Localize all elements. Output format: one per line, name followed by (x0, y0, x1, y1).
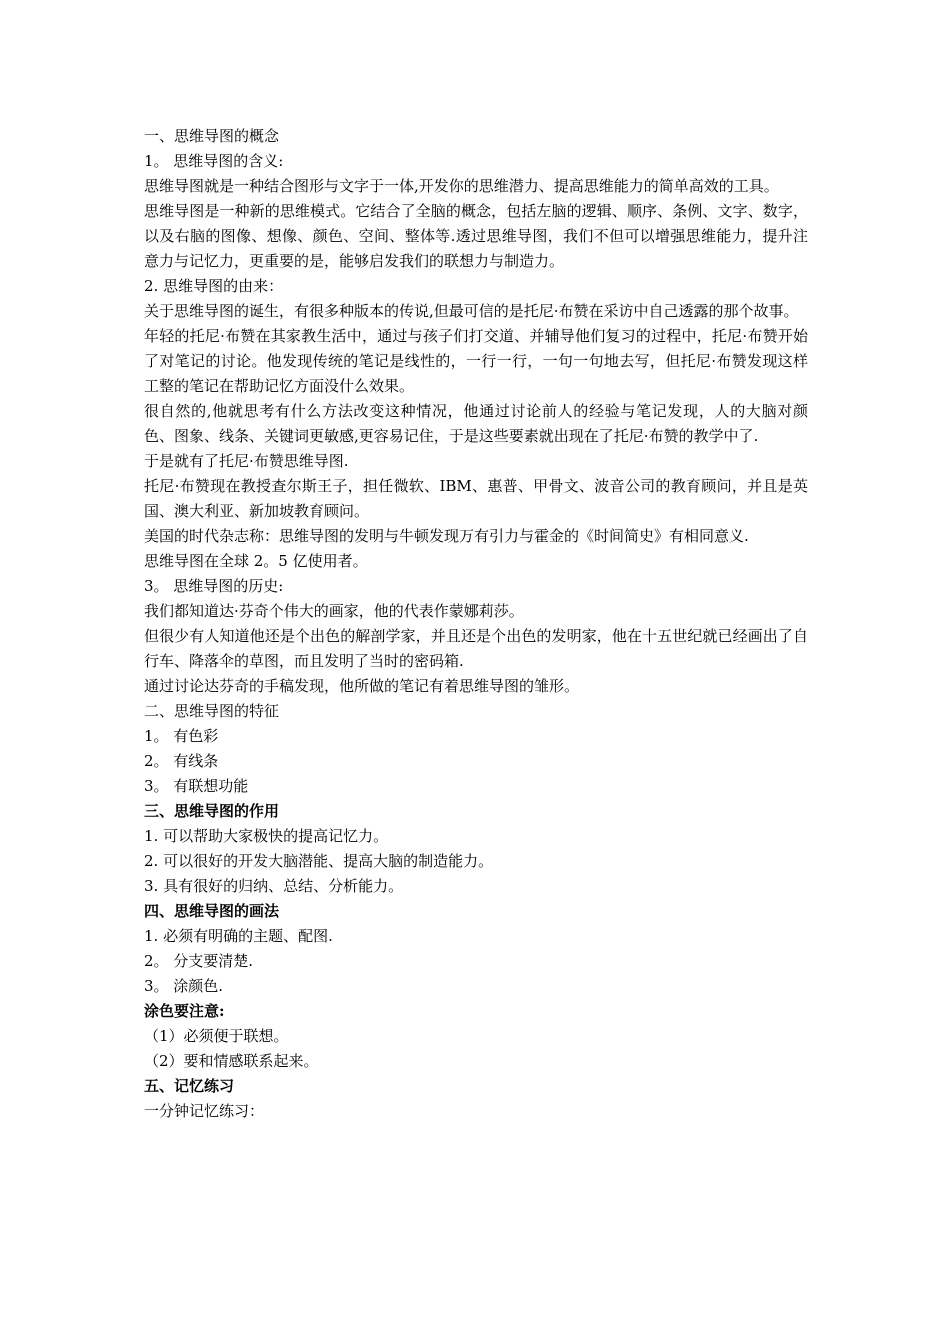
list-item: 1. 必须有明确的主题、配图. (144, 927, 333, 945)
section-heading-drawing: 四、思维导图的画法 (144, 902, 280, 920)
paragraph: 通过讨论达芬奇的手稿发现，他所做的笔记有着思维导图的雏形。 (144, 677, 580, 695)
paragraph: 于是就有了托尼·布赞思维导图. (144, 452, 349, 470)
list-item: 3。 涂颜色. (144, 977, 224, 995)
document-page (144, 124, 808, 1124)
paragraph: 美国的时代杂志称：思维导图的发明与牛顿发现万有引力与霍金的《时间简史》有相同意义. (144, 527, 749, 545)
section-heading-concept: 一、思维导图的概念 (144, 127, 280, 145)
list-item: 1。 有色彩 (144, 727, 219, 745)
list-item: （2）要和情感联系起来。 (144, 1052, 319, 1070)
section-heading-memory-practice: 五、记忆练习 (144, 1077, 235, 1095)
paragraph: 很自然的,他就思考有什么方法改变这种情况，他通过讨论前人的经验与笔记发现，人的大脑对颜色、图象、线条、关键词更敏感,更容易记住，于是这些要素就出现在了托尼·布赞的教学中了. (144, 402, 808, 445)
list-item: 2。 有线条 (144, 752, 219, 770)
note-heading-coloring: 涂色要注意: (144, 1002, 225, 1020)
paragraph: 托尼·布赞现在教授查尔斯王子，担任微软、IBM、惠普、甲骨文、波音公司的教育顾问，并且是英国、澳大利亚、新加坡教育顾问。 (144, 477, 808, 520)
list-item: （1）必须便于联想。 (144, 1027, 289, 1045)
paragraph: 思维导图就是一种结合图形与文字于一体,开发你的思维潜力、提高思维能力的简单高效的工具。 (144, 177, 779, 195)
subheading-history: 3。 思维导图的历史: (144, 577, 284, 595)
list-item: 3。 有联想功能 (144, 777, 249, 795)
subheading-meaning: 1。 思维导图的含义: (144, 152, 284, 170)
section-heading-uses: 三、思维导图的作用 (144, 802, 280, 820)
subheading-origin: 2. 思维导图的由来： (144, 277, 284, 295)
paragraph: 但很少有人知道他还是个出色的解剖学家，并且还是个出色的发明家，他在十五世纪就已经画出了自行车、降落伞的草图，而且发明了当时的密码箱. (144, 627, 808, 670)
section-heading-features: 二、思维导图的特征 (144, 702, 280, 720)
paragraph: 思维导图在全球 2。5 亿使用者。 (144, 552, 368, 570)
paragraph: 年轻的托尼·布赞在其家教生活中，通过与孩子们打交道、并辅导他们复习的过程中，托尼·布赞开始了对笔记的讨论。他发现传统的笔记是线性的，一行一行，一句一句地去写，但托尼·布赞发现这样工整的笔记在帮助记忆方面没什么效果。 (144, 327, 808, 395)
list-item: 3. 具有很好的归纳、总结、分析能力。 (144, 877, 404, 895)
paragraph: 一分钟记忆练习： (144, 1102, 265, 1120)
list-item: 2。 分支要清楚. (144, 952, 254, 970)
list-item: 1. 可以帮助大家极快的提高记忆力。 (144, 827, 389, 845)
paragraph: 思维导图是一种新的思维模式。它结合了全脑的概念，包括左脑的逻辑、顺序、条例、文字、数字，以及右脑的图像、想像、颜色、空间、整体等.透过思维导图，我们不但可以增强思维能力，提升注意力与记忆力，更重要的是，能够启发我们的联想力与制造力。 (144, 202, 808, 270)
paragraph: 关于思维导图的诞生，有很多种版本的传说,但最可信的是托尼·布赞在采访中自己透露的那个故事。 (144, 302, 799, 320)
list-item: 2. 可以很好的开发大脑潜能、提高大脑的制造能力。 (144, 852, 494, 870)
paragraph: 我们都知道达·芬奇个伟大的画家，他的代表作蒙娜莉莎。 (144, 602, 524, 620)
